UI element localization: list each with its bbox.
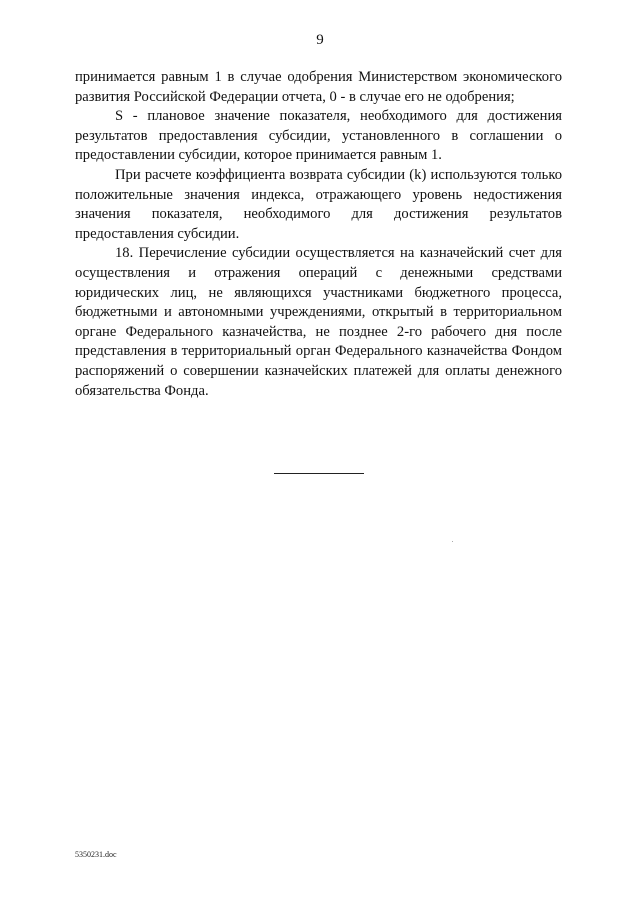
paragraph-k-coefficient: При расчете коэффициента возврата субсидии (k) используются только положительные значения индекса, отражающего уровень недостижения значения показателя, необходимого для достижения результатов предоставления субсидии. [75,166,562,242]
paragraph-s-definition: S - плановое значение показателя, необходимого для достижения результатов предоставления субсидии, установленного в соглашении о предоставлении субсидии, которое принимается равным 1. [75,108,562,164]
scan-speck [452,541,453,542]
page-number: 9 [316,32,324,48]
document-body [75,68,562,401]
paragraph-18: 18. Перечисление субсидии осуществляется на казначейский счет для осуществления и отражения операций с денежными средствами юридических лиц, не являющихся участниками бюджетного процесса, бюджетными и автономными учреждениями, открытый в территориальном органе Федерального казначейства, не позднее 2-го рабочего дня после представления в территориальный орган Федерального казначейства Фондом распоряжений о совершении казначейских платежей для оплаты денежного обязательства Фонда. [75,245,562,399]
end-divider [274,473,364,474]
footer-filename: 5350231.doc [75,850,117,859]
paragraph-continuation: принимается равным 1 в случае одобрения Министерством экономического развития Российской Федерации отчета, 0 - в случае его не одобрения; [75,69,562,105]
